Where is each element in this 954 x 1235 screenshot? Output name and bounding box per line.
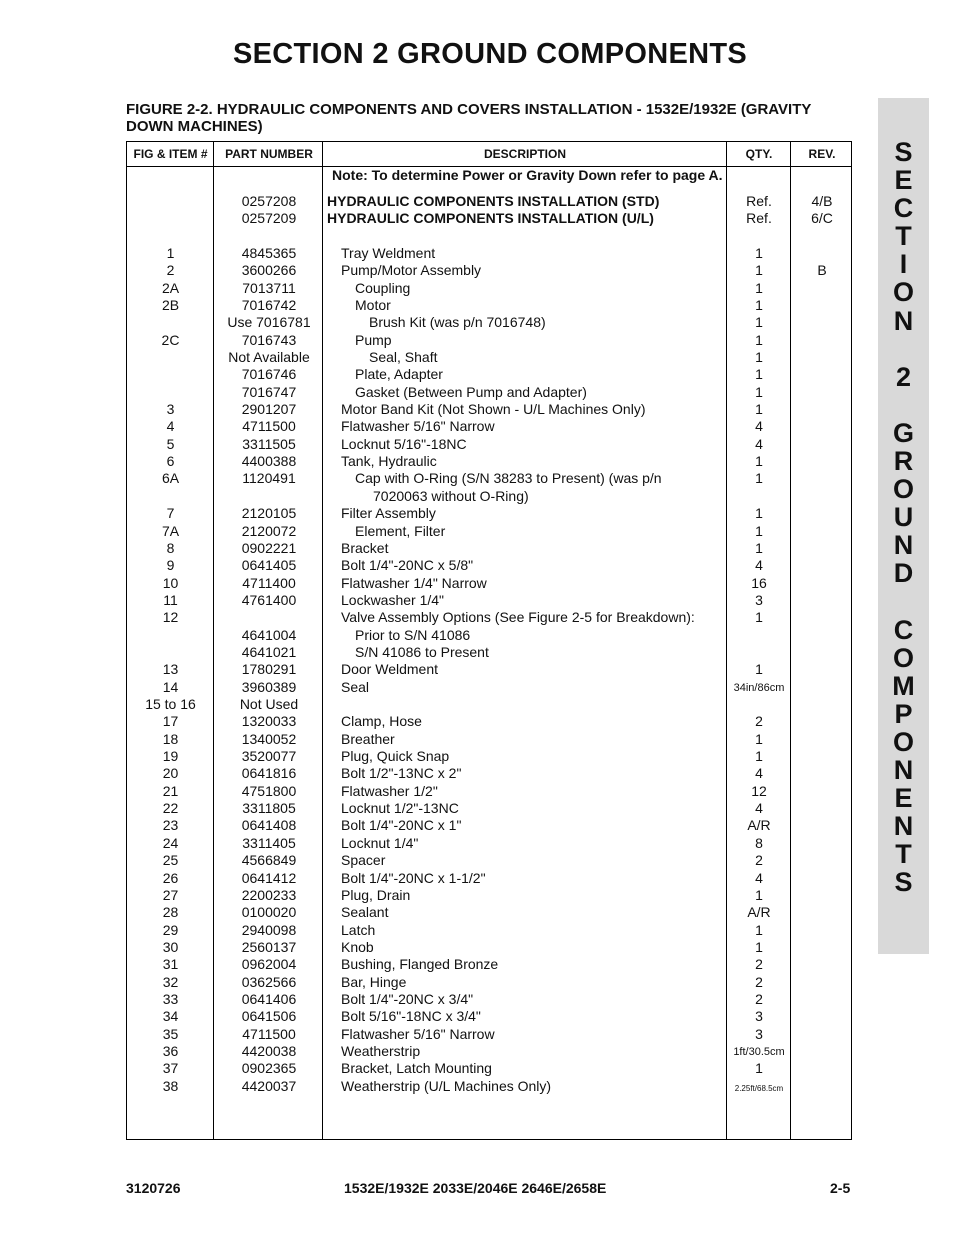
table-row xyxy=(127,609,851,626)
fig-item-cell: 10 xyxy=(162,574,179,591)
qty-cell: 4 xyxy=(755,418,763,435)
part-number-cell: 4566849 xyxy=(241,852,297,869)
parts-table xyxy=(126,141,852,1140)
fig-item-cell: 21 xyxy=(162,782,179,799)
qty-cell: 4 xyxy=(755,557,763,574)
part-number-cell: 4711500 xyxy=(242,418,296,435)
table-row xyxy=(127,193,851,210)
qty-cell: 1ft/30.5cm xyxy=(733,1046,785,1058)
description-cell: Door Weldment xyxy=(341,661,439,678)
part-number-cell: 0902221 xyxy=(241,539,297,556)
fig-item-cell: 1 xyxy=(166,244,175,261)
side-tab-letter: O xyxy=(892,726,914,757)
part-number-cell: 3311505 xyxy=(242,435,296,452)
table-row xyxy=(127,765,851,782)
fig-item-cell: 37 xyxy=(162,1060,179,1077)
qty-cell: 1 xyxy=(755,748,763,765)
table-row xyxy=(127,592,851,609)
part-number-cell: 2940098 xyxy=(241,921,297,938)
qty-cell: 3 xyxy=(755,591,763,608)
description-cell: Tray Weldment xyxy=(341,244,436,261)
fig-item-cell: 31 xyxy=(162,956,179,973)
side-tab-letter: E xyxy=(894,783,913,814)
qty-cell: 2 xyxy=(755,956,763,973)
fig-item-cell: 18 xyxy=(162,730,179,747)
part-number-cell: 4711400 xyxy=(242,574,296,591)
description-cell: 7020063 without O-Ring) xyxy=(373,487,529,504)
fig-item-cell: 13 xyxy=(162,661,179,678)
table-row xyxy=(127,731,851,748)
description-cell: Seal xyxy=(341,678,370,695)
description-cell: Locknut 1/2"-13NC xyxy=(341,800,459,817)
table-header-row xyxy=(127,142,851,167)
header-rev: REV. xyxy=(808,147,836,161)
section-side-tab xyxy=(878,98,929,954)
part-number-cell: 7016747 xyxy=(241,383,297,400)
side-tab-letter xyxy=(878,588,929,616)
fig-item-cell: 11 xyxy=(163,591,178,608)
description-cell: Pump/Motor Assembly xyxy=(341,262,482,279)
qty-cell: 1 xyxy=(755,262,763,279)
side-tab-letters xyxy=(878,138,929,897)
table-row xyxy=(127,817,851,834)
fig-item-cell: 35 xyxy=(162,1025,179,1042)
fig-item-cell: 3 xyxy=(166,401,175,418)
side-tab-letter: N xyxy=(893,305,914,336)
qty-cell: 1 xyxy=(755,1060,763,1077)
side-tab-letter: I xyxy=(899,249,908,280)
description-cell: Locknut 1/4" xyxy=(341,834,419,851)
qty-cell: 4 xyxy=(755,435,763,452)
description-cell: Plug, Drain xyxy=(341,886,411,903)
fig-item-cell: 2A xyxy=(161,279,180,296)
table-row xyxy=(127,852,851,869)
qty-cell: 3 xyxy=(755,1008,763,1025)
rev-cell: 6/C xyxy=(811,210,833,227)
description-cell: Bolt 1/2"-13NC x 2" xyxy=(341,765,462,782)
table-row xyxy=(127,349,851,366)
part-number-cell: 1120491 xyxy=(242,470,296,487)
part-number-cell: 7016742 xyxy=(241,296,297,313)
part-number-cell: 1340052 xyxy=(241,730,297,747)
side-tab-letter: N xyxy=(893,755,914,786)
description-cell: Bracket, Latch Mounting xyxy=(341,1060,492,1077)
part-number-cell: 1320033 xyxy=(241,713,297,730)
table-row xyxy=(127,1043,851,1060)
description-cell: Filter Assembly xyxy=(341,505,436,522)
table-row xyxy=(127,575,851,592)
side-tab-letter: C xyxy=(893,193,914,224)
qty-cell: 1 xyxy=(755,244,763,261)
qty-cell: 1 xyxy=(755,296,763,313)
side-tab-letter: S xyxy=(894,137,913,167)
description-cell: Knob xyxy=(341,938,374,955)
side-tab-letter: 2 xyxy=(895,361,912,392)
description-cell: Element, Filter xyxy=(355,522,446,539)
description-cell: Tank, Hydraulic xyxy=(341,453,437,470)
table-row xyxy=(127,262,851,279)
side-tab-letter: S xyxy=(894,867,913,898)
description-cell: HYDRAULIC COMPONENTS INSTALLATION (U/L) xyxy=(327,210,654,227)
description-cell: Bushing, Flanged Bronze xyxy=(341,956,499,973)
qty-cell: 3 xyxy=(755,1025,763,1042)
fig-item-cell: 12 xyxy=(162,609,179,626)
table-row xyxy=(127,748,851,765)
part-number-cell: 7016746 xyxy=(241,366,297,383)
footer-models: 1532E/1932E 2033E/2046E 2646E/2658E xyxy=(344,1180,607,1196)
part-number-cell: 4420037 xyxy=(241,1077,297,1094)
part-number-cell: 0641405 xyxy=(241,557,297,574)
table-row xyxy=(127,418,851,435)
qty-cell: 16 xyxy=(751,574,767,591)
qty-cell: 1 xyxy=(755,279,763,296)
qty-cell: Ref. xyxy=(746,210,772,227)
part-number-cell: 2560137 xyxy=(241,938,297,955)
rev-cell: 4/B xyxy=(811,192,833,209)
description-cell: HYDRAULIC COMPONENTS INSTALLATION (STD) xyxy=(327,192,660,209)
table-row xyxy=(127,280,851,297)
table-row xyxy=(127,436,851,453)
qty-cell: 1 xyxy=(755,886,763,903)
part-number-cell: 7013711 xyxy=(242,279,296,296)
header-fig-item: FIG & ITEM # xyxy=(133,147,208,161)
description-cell: Bolt 1/4"-20NC x 1-1/2" xyxy=(341,869,486,886)
side-tab-letter: D xyxy=(893,558,914,589)
fig-item-cell: 23 xyxy=(162,817,179,834)
table-row xyxy=(127,887,851,904)
header-qty: QTY. xyxy=(745,147,773,161)
table-row xyxy=(127,644,851,661)
side-tab-letter: G xyxy=(892,417,914,448)
side-tab-letter xyxy=(878,335,929,363)
description-cell: Bracket xyxy=(341,539,389,556)
table-row xyxy=(127,627,851,644)
part-number-cell: 3600266 xyxy=(241,262,297,279)
fig-item-cell: 27 xyxy=(162,886,179,903)
description-cell: Clamp, Hose xyxy=(341,713,422,730)
part-number-cell: 4845365 xyxy=(241,244,297,261)
part-number-cell: 4641004 xyxy=(241,626,297,643)
description-cell: Latch xyxy=(341,921,376,938)
part-number-cell: 0257208 xyxy=(241,192,297,209)
side-tab-letter xyxy=(878,391,929,419)
part-number-cell: Not Used xyxy=(239,696,299,712)
side-tab-letter: U xyxy=(893,502,914,533)
description-cell: Bar, Hinge xyxy=(341,973,407,990)
part-number-cell: 4400388 xyxy=(241,453,297,470)
qty-cell: A/R xyxy=(747,904,771,921)
qty-cell: 2 xyxy=(755,990,763,1007)
qty-cell: 1 xyxy=(755,383,763,400)
description-cell: Seal, Shaft xyxy=(369,349,438,365)
table-row xyxy=(127,297,851,314)
description-cell: Cap with O-Ring (S/N 38283 to Present) (was p/n xyxy=(355,470,662,487)
fig-item-cell: 19 xyxy=(162,748,179,765)
description-cell: Sealant xyxy=(341,904,389,921)
side-tab-letter: R xyxy=(893,446,914,477)
part-number-cell: 0100020 xyxy=(241,904,297,921)
fig-item-cell: 22 xyxy=(162,800,179,817)
table-row xyxy=(127,505,851,522)
qty-cell: 8 xyxy=(755,834,763,851)
description-cell: Motor Band Kit (Not Shown - U/L Machines Only) xyxy=(341,401,646,418)
qty-cell: 2.25ft/68.5cm xyxy=(734,1083,784,1093)
part-number-cell: 3311405 xyxy=(242,834,296,851)
fig-item-cell: 8 xyxy=(166,539,175,556)
part-number-cell: 7016743 xyxy=(241,331,297,348)
description-cell: Flatwasher 5/16" Narrow xyxy=(341,418,495,435)
fig-item-cell: 36 xyxy=(162,1043,179,1059)
description-cell: Gasket (Between Pump and Adapter) xyxy=(355,383,587,400)
part-number-cell: 2120072 xyxy=(241,522,297,539)
description-cell: Lockwasher 1/4" xyxy=(341,591,445,608)
part-number-cell: 4641021 xyxy=(241,643,297,660)
qty-cell: 4 xyxy=(755,869,763,886)
side-tab-letter: N xyxy=(893,530,914,561)
fig-item-cell: 25 xyxy=(162,852,179,869)
table-row xyxy=(127,1008,851,1025)
section-title: SECTION 2 GROUND COMPONENTS xyxy=(232,38,748,70)
description-cell: Plate, Adapter xyxy=(355,366,443,383)
part-number-cell: 0641408 xyxy=(241,817,297,834)
qty-cell: A/R xyxy=(747,817,771,834)
table-row xyxy=(127,540,851,557)
side-tab-letter: T xyxy=(895,221,912,252)
part-number-cell: 0962004 xyxy=(241,956,297,973)
side-tab-letter: T xyxy=(895,839,912,870)
qty-cell: 1 xyxy=(755,938,763,955)
table-note: Note: To determine Power or Gravity Down refer to page A. xyxy=(332,167,723,183)
description-cell: Bolt 5/16"-18NC x 3/4" xyxy=(341,1008,481,1025)
part-number-cell: Use 7016781 xyxy=(227,314,311,331)
description-cell: Bolt 1/4"-20NC x 3/4" xyxy=(341,990,474,1007)
description-cell: Motor xyxy=(355,296,391,313)
table-row xyxy=(127,800,851,817)
table-row xyxy=(127,245,851,262)
part-number-cell: 1780291 xyxy=(241,661,297,678)
qty-cell: Ref. xyxy=(746,192,772,209)
part-number-cell: 2901207 xyxy=(241,401,297,418)
table-row xyxy=(127,557,851,574)
side-tab-letter: P xyxy=(894,698,913,729)
part-number-cell: 3520077 xyxy=(241,748,297,765)
part-number-cell: 0641406 xyxy=(241,990,297,1007)
description-cell: Valve Assembly Options (See Figure 2-5 for Breakdown): xyxy=(341,609,695,626)
table-row xyxy=(127,1060,851,1077)
table-row xyxy=(127,783,851,800)
rev-cell: B xyxy=(817,262,827,279)
qty-cell: 12 xyxy=(751,782,767,799)
fig-item-cell: 24 xyxy=(162,834,179,851)
table-row xyxy=(127,332,851,349)
header-description: DESCRIPTION xyxy=(483,147,566,161)
description-cell: Breather xyxy=(341,730,395,747)
fig-item-cell: 5 xyxy=(166,435,175,452)
table-row xyxy=(127,488,851,505)
fig-item-cell: 29 xyxy=(162,921,179,938)
qty-cell: 1 xyxy=(755,661,763,678)
fig-item-cell: 9 xyxy=(166,557,175,574)
table-row xyxy=(127,696,851,713)
description-cell: Flatwasher 1/2" xyxy=(341,782,438,799)
qty-cell: 1 xyxy=(755,401,763,418)
fig-item-cell: 15 to 16 xyxy=(145,696,196,712)
fig-item-cell: 6 xyxy=(166,453,175,470)
fig-item-cell: 20 xyxy=(162,765,179,782)
fig-item-cell: 26 xyxy=(162,869,179,886)
table-row xyxy=(127,922,851,939)
table-row xyxy=(127,870,851,887)
qty-cell: 1 xyxy=(755,314,763,331)
table-row xyxy=(127,661,851,678)
part-number-cell: 0641816 xyxy=(241,765,297,782)
qty-cell: 1 xyxy=(755,349,763,365)
description-cell: Bolt 1/4"-20NC x 1" xyxy=(341,817,462,834)
part-number-cell: 4761400 xyxy=(241,591,297,608)
qty-cell: 1 xyxy=(755,730,763,747)
description-cell: Locknut 5/16"-18NC xyxy=(341,435,467,452)
fig-item-cell: 33 xyxy=(162,990,179,1007)
part-number-cell: 0257209 xyxy=(241,210,297,227)
table-row xyxy=(127,1078,851,1095)
fig-item-cell: 34 xyxy=(162,1008,179,1025)
table-row xyxy=(127,835,851,852)
side-tab-letter: O xyxy=(892,277,914,308)
table-row xyxy=(127,366,851,383)
qty-cell: 2 xyxy=(755,852,763,869)
table-row xyxy=(127,956,851,973)
qty-cell: 1 xyxy=(755,470,763,487)
qty-cell: 2 xyxy=(755,973,763,990)
table-row xyxy=(127,904,851,921)
description-cell: Bolt 1/4"-20NC x 5/8" xyxy=(341,557,474,574)
part-number-cell: 3311805 xyxy=(242,800,296,817)
table-row xyxy=(127,939,851,956)
part-number-cell: 3960389 xyxy=(241,678,297,695)
qty-cell: 1 xyxy=(755,505,763,522)
side-tab-letter: O xyxy=(892,474,914,505)
side-tab-letter: C xyxy=(893,614,914,645)
table-row xyxy=(127,523,851,540)
fig-item-cell: 14 xyxy=(162,678,179,695)
part-number-cell: 0641412 xyxy=(241,869,297,886)
fig-item-cell: 7A xyxy=(161,522,180,539)
table-row xyxy=(127,453,851,470)
table-row xyxy=(127,210,851,227)
description-cell: Weatherstrip (U/L Machines Only) xyxy=(341,1077,552,1094)
description-cell: Prior to S/N 41086 xyxy=(355,626,471,643)
part-number-cell: 0902365 xyxy=(241,1060,297,1077)
qty-cell: 1 xyxy=(755,539,763,556)
qty-cell: 1 xyxy=(755,453,763,470)
part-number-cell: 2200233 xyxy=(241,886,297,903)
part-number-cell: 0641506 xyxy=(241,1008,297,1025)
qty-cell: 1 xyxy=(755,609,763,626)
qty-cell: 1 xyxy=(755,921,763,938)
qty-cell: 4 xyxy=(755,800,763,817)
table-row xyxy=(127,713,851,730)
description-cell: Coupling xyxy=(355,279,411,296)
part-number-cell: 0362566 xyxy=(241,973,297,990)
fig-item-cell: 2C xyxy=(161,331,180,348)
table-row xyxy=(127,314,851,331)
side-tab-letter: E xyxy=(894,165,913,196)
fig-item-cell: 30 xyxy=(162,938,179,955)
fig-item-cell: 17 xyxy=(162,713,179,730)
description-cell: Flatwasher 5/16" Narrow xyxy=(341,1025,495,1042)
table-row xyxy=(127,401,851,418)
footer-page-number: 2-5 xyxy=(830,1180,851,1196)
qty-cell: 1 xyxy=(755,522,763,539)
part-number-cell: 4751800 xyxy=(241,782,297,799)
side-tab-letter: N xyxy=(893,811,914,842)
description-cell: S/N 41086 to Present xyxy=(355,643,489,660)
description-cell: Pump xyxy=(355,331,392,348)
part-number-cell: 4420038 xyxy=(241,1043,297,1059)
table-row xyxy=(127,384,851,401)
description-cell: Weatherstrip xyxy=(341,1043,421,1059)
fig-item-cell: 4 xyxy=(166,418,175,435)
footer-doc-number: 3120726 xyxy=(126,1180,181,1196)
side-tab-letter: O xyxy=(892,642,914,673)
qty-cell: 2 xyxy=(755,713,763,730)
part-number-cell: 4711500 xyxy=(242,1025,296,1042)
description-cell: Plug, Quick Snap xyxy=(341,748,450,765)
fig-item-cell: 6A xyxy=(161,470,180,487)
side-tab-letter: M xyxy=(892,670,915,701)
part-number-cell: Not Available xyxy=(228,349,310,365)
fig-item-cell: 38 xyxy=(162,1077,179,1094)
table-row xyxy=(127,974,851,991)
description-cell: Flatwasher 1/4" Narrow xyxy=(341,574,487,591)
table-row xyxy=(127,991,851,1008)
header-part-number: PART NUMBER xyxy=(225,147,313,161)
fig-item-cell: 2B xyxy=(161,296,180,313)
table-row xyxy=(127,679,851,696)
table-row xyxy=(127,1026,851,1043)
description-cell: Spacer xyxy=(341,852,386,869)
fig-item-cell: 7 xyxy=(166,505,175,522)
qty-cell: 1 xyxy=(755,331,763,348)
description-cell: Brush Kit (was p/n 7016748) xyxy=(369,314,546,331)
qty-cell: 34in/86cm xyxy=(733,681,785,694)
fig-item-cell: 2 xyxy=(166,262,175,279)
figure-title: FIGURE 2-2. HYDRAULIC COMPONENTS AND COVERS INSTALLATION - 1532E/1932E (GRAVITY DOWN MACHINES) xyxy=(126,101,812,135)
part-number-cell: 2120105 xyxy=(241,505,297,522)
table-row xyxy=(127,470,851,487)
fig-item-cell: 28 xyxy=(162,904,179,921)
qty-cell: 1 xyxy=(755,366,763,383)
qty-cell: 4 xyxy=(755,765,763,782)
fig-item-cell: 32 xyxy=(162,973,179,990)
